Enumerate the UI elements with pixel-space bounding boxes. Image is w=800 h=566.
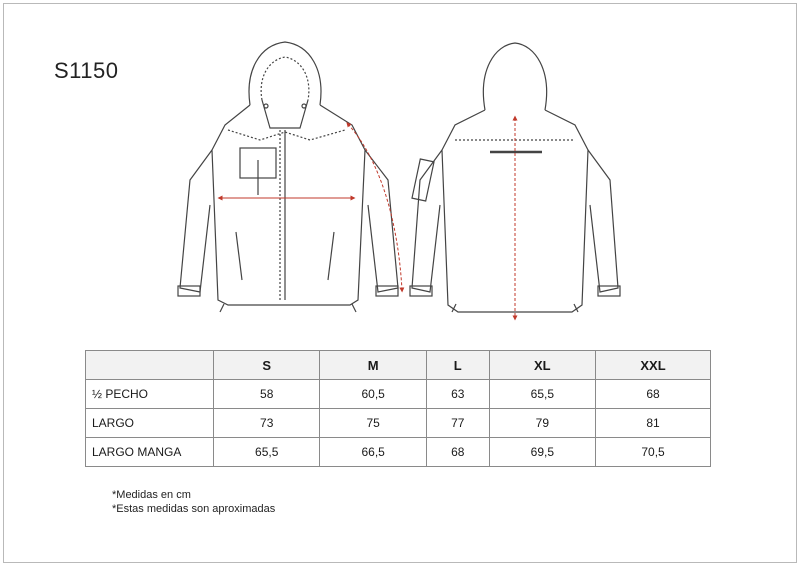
jacket-front-view — [178, 42, 398, 312]
table-cell: 69,5 — [489, 438, 595, 467]
table-row — [86, 409, 711, 438]
front-right-sleeve — [365, 150, 398, 292]
front-hood — [249, 42, 321, 105]
table-cell: 73 — [214, 409, 320, 438]
note-approximate: *Estas medidas son aproximadas — [112, 503, 276, 515]
table-cell: 65,5 — [214, 438, 320, 467]
table-cell: 81 — [596, 409, 711, 438]
table-cell: 68 — [596, 380, 711, 409]
table-cell: 66,5 — [320, 438, 426, 467]
back-left-sleeve — [412, 150, 442, 292]
note-units: *Medidas en cm — [112, 489, 191, 501]
table-cell: 63 — [426, 380, 489, 409]
front-body — [212, 105, 365, 305]
back-hood — [483, 43, 546, 110]
size-header: XL — [489, 351, 595, 380]
table-cell: 70,5 — [596, 438, 711, 467]
size-header: S — [214, 351, 320, 380]
table-row — [86, 380, 711, 409]
size-header: XXL — [596, 351, 711, 380]
back-right-sleeve — [588, 150, 618, 292]
size-header: M — [320, 351, 426, 380]
jacket-back-view — [410, 43, 620, 312]
model-code: S1150 — [54, 58, 119, 83]
table-cell: 68 — [426, 438, 489, 467]
row-label: ½ PECHO — [86, 380, 214, 409]
header-blank-cell — [86, 351, 214, 380]
table-cell: 65,5 — [489, 380, 595, 409]
row-label: LARGO — [86, 409, 214, 438]
size-header-row — [86, 351, 711, 380]
table-row — [86, 438, 711, 467]
size-header: L — [426, 351, 489, 380]
footnotes — [112, 488, 275, 516]
front-left-sleeve — [180, 150, 212, 292]
table-cell: 75 — [320, 409, 426, 438]
table-cell: 79 — [489, 409, 595, 438]
row-label: LARGO MANGA — [86, 438, 214, 467]
table-cell: 77 — [426, 409, 489, 438]
table-cell: 60,5 — [320, 380, 426, 409]
table-cell: 58 — [214, 380, 320, 409]
size-table — [85, 350, 711, 467]
